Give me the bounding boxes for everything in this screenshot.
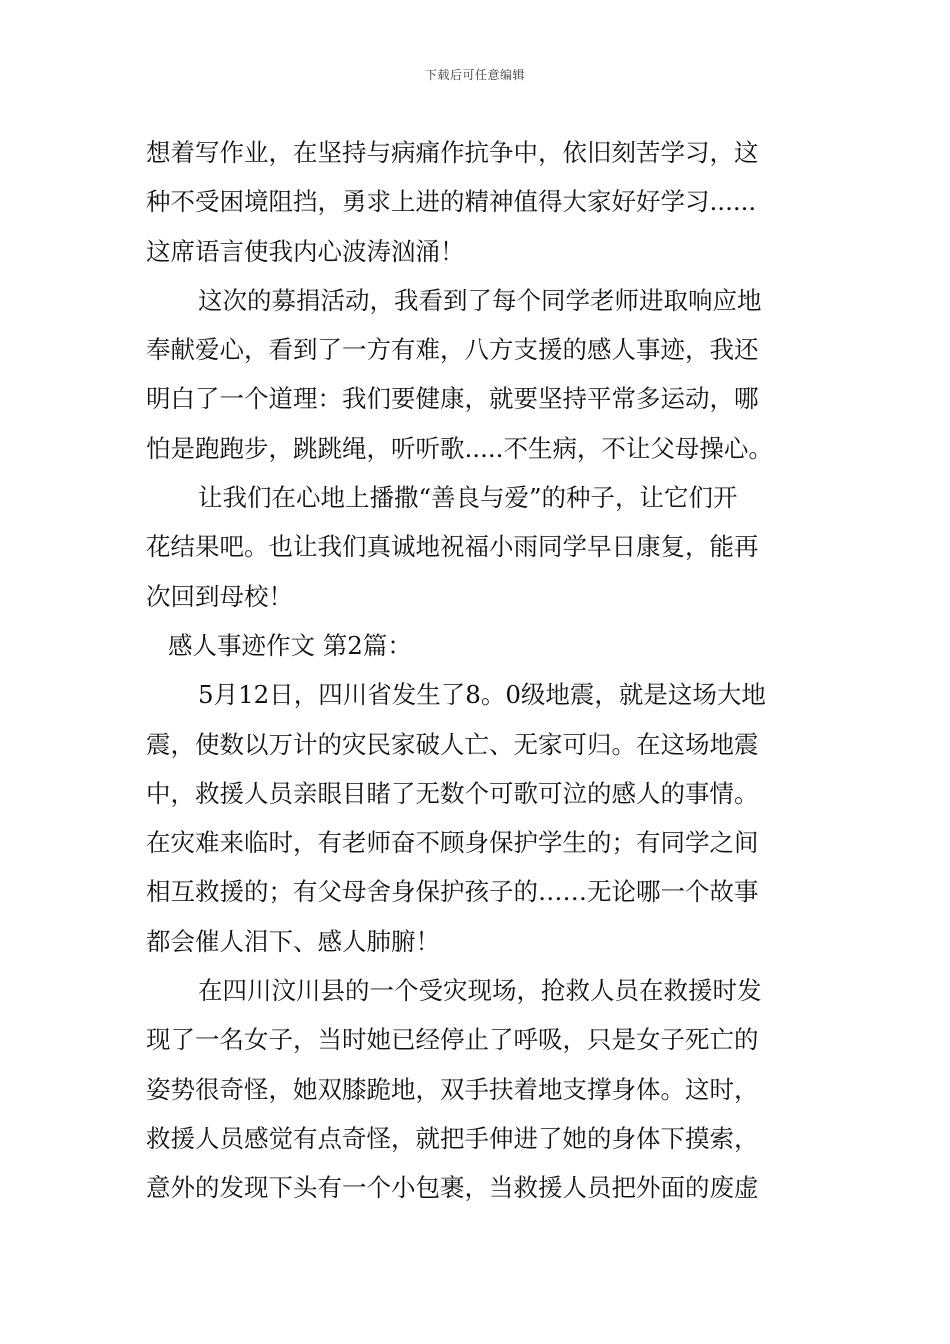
paragraph-start-line: 在四川汶川县的一个受灾现场，抢救人员在救援时发 bbox=[198, 976, 762, 1006]
text-line: 在灾难来临时，有老师奋不顾身保护学生的；有同学之间 bbox=[146, 828, 759, 858]
text-line: 相互救援的；有父母舍身保护孩子的……无论哪一个故事 bbox=[146, 877, 759, 907]
page-header-note: 下载后可任意编辑 bbox=[424, 68, 525, 82]
paragraph-start-line: 这次的募捐活动，我看到了每个同学老师进取响应地 bbox=[198, 285, 762, 315]
text-line: 次回到母校！ bbox=[146, 581, 293, 611]
text-line: 明白了一个道理：我们要健康，就要坚持平常多运动，哪 bbox=[146, 384, 759, 414]
text-line: 都会催人泪下、感人肺腑！ bbox=[146, 926, 440, 956]
text-line: 花结果吧。也让我们真诚地祝福小雨同学早日康复，能再 bbox=[146, 532, 759, 562]
paragraph-start-line: 5月12日，四川省发生了8。0级地震，就是这场大地 bbox=[198, 680, 766, 710]
paragraph-start-line: 让我们在心地上播撒“善良与爱”的种子，让它们开 bbox=[198, 483, 738, 513]
text-line: 怕是跑跑步，跳跳绳，听听歌.....不生病，不让父母操心。 bbox=[146, 433, 773, 463]
text-line: 震，使数以万计的灾民家破人亡、无家可归。在这场地震 bbox=[146, 729, 759, 759]
text-line: 中，救援人员亲眼目睹了无数个可歌可泣的感人的事情。 bbox=[146, 778, 759, 808]
text-line: 现了一名女子，当时她已经停止了呼吸，只是女子死亡的 bbox=[146, 1025, 759, 1055]
section-heading: 感人事迹作文 第2篇： bbox=[168, 630, 412, 660]
body-text bbox=[146, 128, 814, 1213]
text-line: 种不受困境阻挡，勇求上进的精神值得大家好好学习...... bbox=[146, 187, 757, 217]
text-line: 姿势很奇怪，她双膝跪地，双手扶着地支撑身体。这时， bbox=[146, 1074, 759, 1104]
text-line: 这席语言使我内心波涛汹涌！ bbox=[146, 236, 465, 266]
text-line: 奉献爱心，看到了一方有难，八方支援的感人事迹，我还 bbox=[146, 335, 759, 365]
text-line: 想着写作业，在坚持与病痛作抗争中，依旧刻苦学习，这 bbox=[146, 138, 759, 167]
text-line: 救援人员感觉有点奇怪，就把手伸进了她的身体下摸索， bbox=[146, 1123, 759, 1153]
text-line: 意外的发现下头有一个小包裹，当救援人员把外面的废虚 bbox=[146, 1173, 759, 1203]
